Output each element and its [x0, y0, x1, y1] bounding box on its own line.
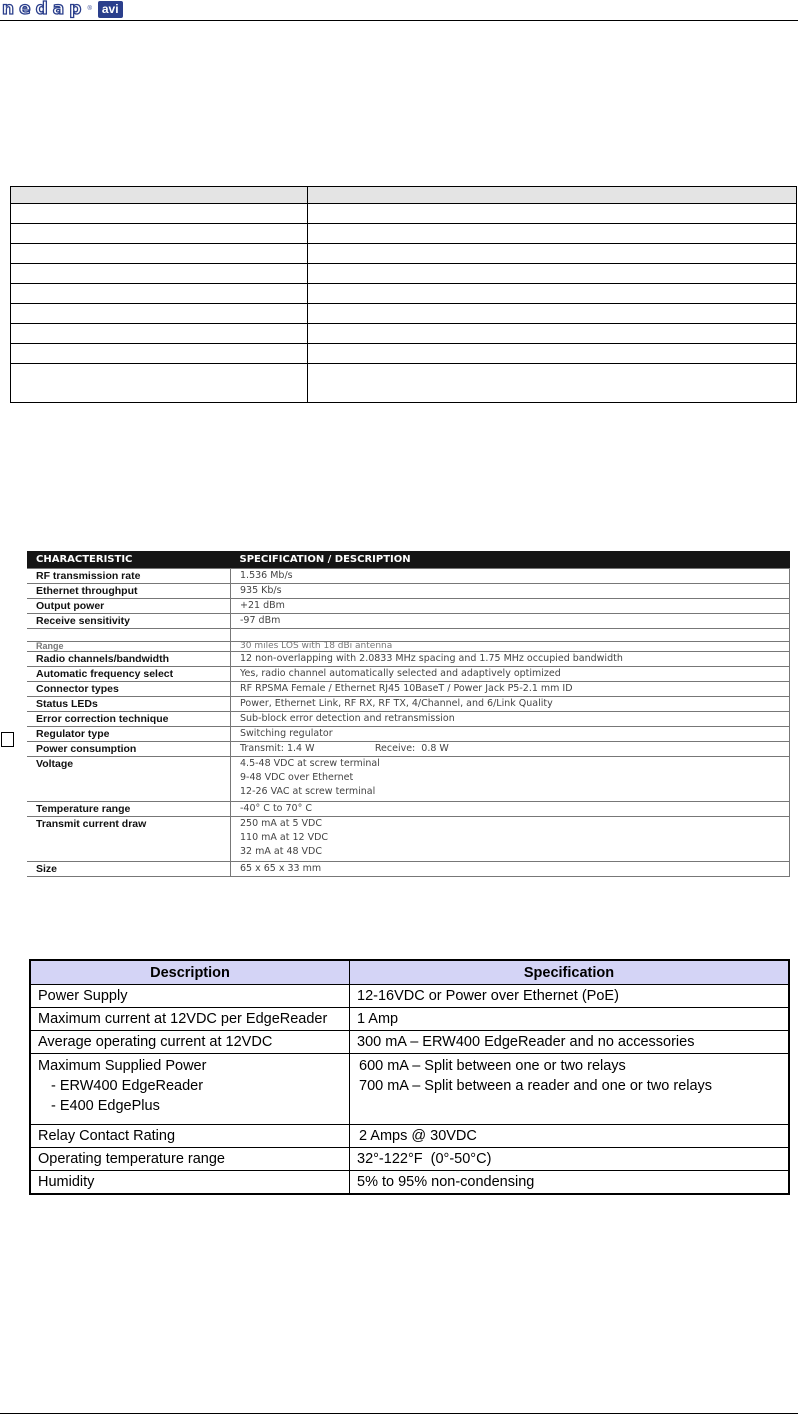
power-spec-table — [29, 959, 790, 1195]
row-value: 30 miles LOS with 18 dBi antenna — [231, 642, 790, 652]
value-line: 9-48 VDC over Ethernet — [240, 772, 354, 783]
row-value: -97 dBm — [231, 614, 790, 629]
table-cell — [308, 244, 797, 264]
label-line: - E400 EdgePlus — [51, 1098, 160, 1114]
table-row — [11, 324, 797, 344]
row-value: Switching regulator — [231, 727, 790, 742]
table-cell — [11, 344, 308, 364]
table-row — [11, 264, 797, 284]
table-row — [11, 244, 797, 264]
row-label: Average operating current at 12VDC — [30, 1031, 350, 1054]
page-header — [0, 0, 798, 22]
row-value: 935 Kb/s — [231, 584, 790, 599]
row-label: Voltage — [27, 757, 231, 802]
table-row — [27, 682, 790, 697]
row-label: Maximum current at 12VDC per EdgeReader — [30, 1008, 350, 1031]
table-row — [27, 817, 790, 862]
row-label: Error correction technique — [27, 712, 231, 727]
table-header-row — [27, 551, 790, 569]
row-value: Transmit: 1.4 W Receive: 0.8 W — [231, 742, 790, 757]
row-value: +21 dBm — [231, 599, 790, 614]
table-row — [11, 304, 797, 324]
row-value: 12-16VDC or Power over Ethernet (PoE) — [350, 985, 790, 1008]
value-line: 110 mA at 12 VDC — [240, 832, 329, 843]
label-line: - ERW400 EdgeReader — [51, 1078, 204, 1094]
row-label: Power consumption — [27, 742, 231, 757]
row-label — [30, 1054, 350, 1125]
table-row — [30, 1148, 789, 1171]
table-cell — [11, 324, 308, 344]
row-value: 12 non-overlapping with 2.0833 MHz spacing and 1.75 MHz occupied bandwidth — [231, 652, 790, 667]
row-value: 65 x 65 x 33 mm — [231, 862, 790, 877]
table-header-cell: Specification — [350, 960, 790, 985]
table-cell — [11, 264, 308, 284]
table-row — [27, 652, 790, 667]
row-value: 1.536 Mb/s — [231, 569, 790, 584]
value-line: 4.5-48 VDC at screw terminal — [240, 758, 380, 769]
radio-spec-table-image — [27, 551, 790, 905]
table-cell — [308, 324, 797, 344]
table-cell — [308, 304, 797, 324]
value-line: 32 mA at 48 VDC — [240, 846, 323, 857]
table-row — [11, 364, 797, 403]
row-label: Status LEDs — [27, 697, 231, 712]
table-row — [11, 224, 797, 244]
table-row — [11, 204, 797, 224]
table-row — [27, 642, 790, 652]
table-cell — [11, 304, 308, 324]
table-header-cell: CHARACTERISTIC — [27, 551, 231, 569]
table-header-cell: SPECIFICATION / DESCRIPTION — [231, 551, 790, 569]
label-line: Maximum Supplied Power — [38, 1058, 207, 1074]
row-value: 32°-122°F (0°-50°C) — [350, 1148, 790, 1171]
row-label — [27, 629, 231, 642]
table-row — [27, 802, 790, 817]
row-label: Operating temperature range — [30, 1148, 350, 1171]
table-row — [27, 757, 790, 802]
nedap-avi-logo — [2, 0, 123, 18]
table-row — [27, 629, 790, 642]
row-label: Size — [27, 862, 231, 877]
table-row — [27, 599, 790, 614]
table-cell — [308, 344, 797, 364]
table-cell — [308, 204, 797, 224]
logo-registered-mark: ® — [87, 6, 92, 12]
footer-rule — [0, 1413, 798, 1414]
table-cell — [11, 224, 308, 244]
row-label: Regulator type — [27, 727, 231, 742]
table-row — [30, 1171, 789, 1195]
row-value: Yes, radio channel automatically selected and adaptively optimized — [231, 667, 790, 682]
table-header-cell: Description — [30, 960, 350, 985]
row-value: Sub-block error detection and retransmission — [231, 712, 790, 727]
row-value: 300 mA – ERW400 EdgeReader and no accessories — [350, 1031, 790, 1054]
table-cell — [308, 364, 797, 403]
table-cell — [11, 364, 308, 403]
table-row — [27, 667, 790, 682]
row-label: Output power — [27, 599, 231, 614]
row-value — [231, 817, 790, 862]
value-line: 250 mA at 5 VDC — [240, 818, 323, 829]
table-row — [30, 1125, 789, 1148]
row-label: Temperature range — [27, 802, 231, 817]
row-label: Relay Contact Rating — [30, 1125, 350, 1148]
row-label: Ethernet throughput — [27, 584, 231, 599]
table-cell — [11, 284, 308, 304]
table-row — [27, 742, 790, 757]
table-row — [27, 569, 790, 584]
radio-spec-table — [27, 551, 790, 877]
value-line: 600 mA – Split between one or two relays — [359, 1058, 626, 1074]
table-cell — [308, 224, 797, 244]
row-label: Transmit current draw — [27, 817, 231, 862]
table-row — [27, 712, 790, 727]
row-value: -40° C to 70° C — [231, 802, 790, 817]
logo-avi-badge: avi — [98, 1, 123, 18]
margin-marker-box — [1, 732, 14, 747]
row-label: Range — [27, 642, 231, 652]
row-label: Automatic frequency select — [27, 667, 231, 682]
row-value — [231, 757, 790, 802]
table-header-cell — [11, 187, 308, 204]
table-row — [27, 614, 790, 629]
row-value — [231, 629, 790, 642]
value-line: 12-26 VAC at screw terminal — [240, 786, 376, 797]
header-rule — [0, 20, 798, 21]
row-label: Receive sensitivity — [27, 614, 231, 629]
row-value: 5% to 95% non-condensing — [350, 1171, 790, 1195]
logo-wordmark: nedap — [2, 0, 87, 19]
table-row — [30, 1008, 789, 1031]
table-header-row — [30, 960, 789, 985]
table-cell — [308, 264, 797, 284]
table-row — [11, 344, 797, 364]
row-value: 1 Amp — [350, 1008, 790, 1031]
table-row — [27, 584, 790, 599]
row-label: RF transmission rate — [27, 569, 231, 584]
row-value: Power, Ethernet Link, RF RX, RF TX, 4/Channel, and 6/Link Quality — [231, 697, 790, 712]
table-row — [27, 697, 790, 712]
row-value — [350, 1054, 790, 1125]
row-label: Humidity — [30, 1171, 350, 1195]
table-row — [30, 1054, 789, 1125]
row-value: RF RPSMA Female / Ethernet RJ45 10BaseT / Power Jack P5-2.1 mm ID — [231, 682, 790, 697]
value-line: 700 mA – Split between a reader and one or two relays — [359, 1078, 713, 1094]
table-header-row — [11, 187, 797, 204]
table-row — [27, 727, 790, 742]
table-row — [30, 985, 789, 1008]
row-label: Radio channels/bandwidth — [27, 652, 231, 667]
table-cell — [308, 284, 797, 304]
table-cell — [11, 244, 308, 264]
table-cell — [11, 204, 308, 224]
row-value: 2 Amps @ 30VDC — [350, 1125, 790, 1148]
table-row — [27, 862, 790, 877]
row-label: Connector types — [27, 682, 231, 697]
blank-spec-table — [10, 186, 797, 403]
table-row — [11, 284, 797, 304]
table-row — [30, 1031, 789, 1054]
table-header-cell — [308, 187, 797, 204]
row-label: Power Supply — [30, 985, 350, 1008]
